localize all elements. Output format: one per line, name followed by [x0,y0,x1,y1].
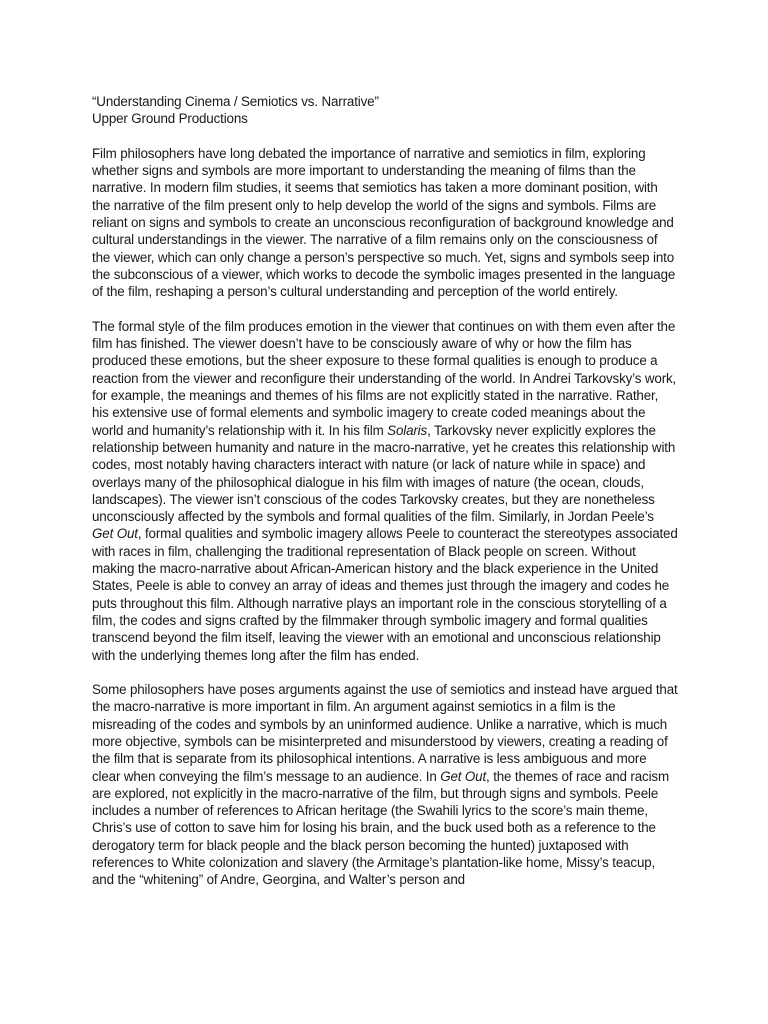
document-subtitle: Upper Ground Productions [92,111,248,127]
body-paragraph [92,318,678,664]
film-title-italic: Solaris [387,422,428,438]
film-title-italic: Get Out [92,526,138,542]
paragraph-text: Film philosophers have long debated the importance of narrative and semiotics in film, exploring whether signs and symbols are more important to understanding the meaning of films than the narrative. In modern film studies, it seems that semiotics has taken a more dominant position, with the narrative of the film present only to help develop the world of the signs and symbols. Films are reliant on signs and symbols to create an unconscious reconfiguration of background knowledge and cultural understandings in the viewer. The narrative of a film remains only on the consciousness of the viewer, which can only change a person’s perspective so much. Yet, signs and symbols seep into the subconscious of a viewer, which works to decode the symbolic images presented in the language of the film, reshaping a person’s cultural understanding and perception of the world entirely. [92,145,676,300]
paragraph-text: Some philosophers have poses arguments against the use of semiotics and instead have argued that the macro-narrative is more important in film. An argument against semiotics in a film is the misreading of the codes and symbols by an uninformed audience. Unlike a narrative, which is much more objective, symbols can be misinterpreted and misunderstood by viewers, creating a reading of the film that is separate from its philosophical intentions. A narrative is less ambiguous and more clear when conveying the film’s message to an audience. In [92,682,678,784]
body-paragraph [92,145,678,301]
paragraph-text: , Tarkovsky never explicitly explores the relationship between humanity and nature in the macro-narrative, yet he creates this relationship with codes, most notably having characters interact with nature (or lack of nature while in space) and overlays many of the philosophical dialogue in his film with images of nature (the ocean, clouds, landscapes). The viewer isn’t conscious of the codes Tarkovsky creates, but they are nonetheless unconsciously affected by the symbols and formal qualities of the film. Similarly, in Jordan Peele’s [92,422,676,525]
film-title-italic: Get Out [440,768,487,784]
document-title: “Understanding Cinema / Semiotics vs. Narrative” [92,94,379,109]
document-page [92,93,678,906]
body-paragraph [92,681,678,889]
paragraph-text: The formal style of the film produces emotion in the viewer that continues on with them even after the film has finished. The viewer doesn’t have to be consciously aware of why or how the film has produced these emotions, but the sheer exposure to these formal qualities is enough to produce a reaction from the viewer and reconfigure their understanding of the world. In Andrei Tarkovsky’s work, for example, the meanings and themes of his films are not explicitly stated in the narrative. Rather, his extensive use of formal elements and symbolic imagery to create coded meanings about the world and humanity’s relationship with it. In his film [92,318,677,438]
paragraph-text: , the themes of race and racism are explored, not explicitly in the macro-narrative of the film, but through signs and symbols. Peele includes a number of references to African heritage (the Swahili lyrics to the score’s main theme, Chris’s use of cotton to save him for losing his brain, and the buck used both as a reference to the derogatory term for black people and the black person becoming the hunted) juxtaposed with references to White colonization and slavery (the Armitage’s plantation-like home, Missy’s teacup, and the “whitening” of Andre, Georgina, and Walter’s person and [92,768,669,888]
document-body [92,145,678,889]
paragraph-text: , formal qualities and symbolic imagery allows Peele to counteract the stereotypes associated with races in film, challenging the traditional representation of Black people on screen. Without making the macro-narrative about African-American history and the black experience in the United States, Peele is able to convey an array of ideas and themes just through the imagery and codes he puts throughout this film. Although narrative plays an important role in the conscious storytelling of a film, the codes and signs crafted by the filmmaker through symbolic imagery and formal qualities transcend beyond the film itself, leaving the viewer with an emotional and unconscious relationship with the underlying themes long after the film has ended. [92,526,678,663]
